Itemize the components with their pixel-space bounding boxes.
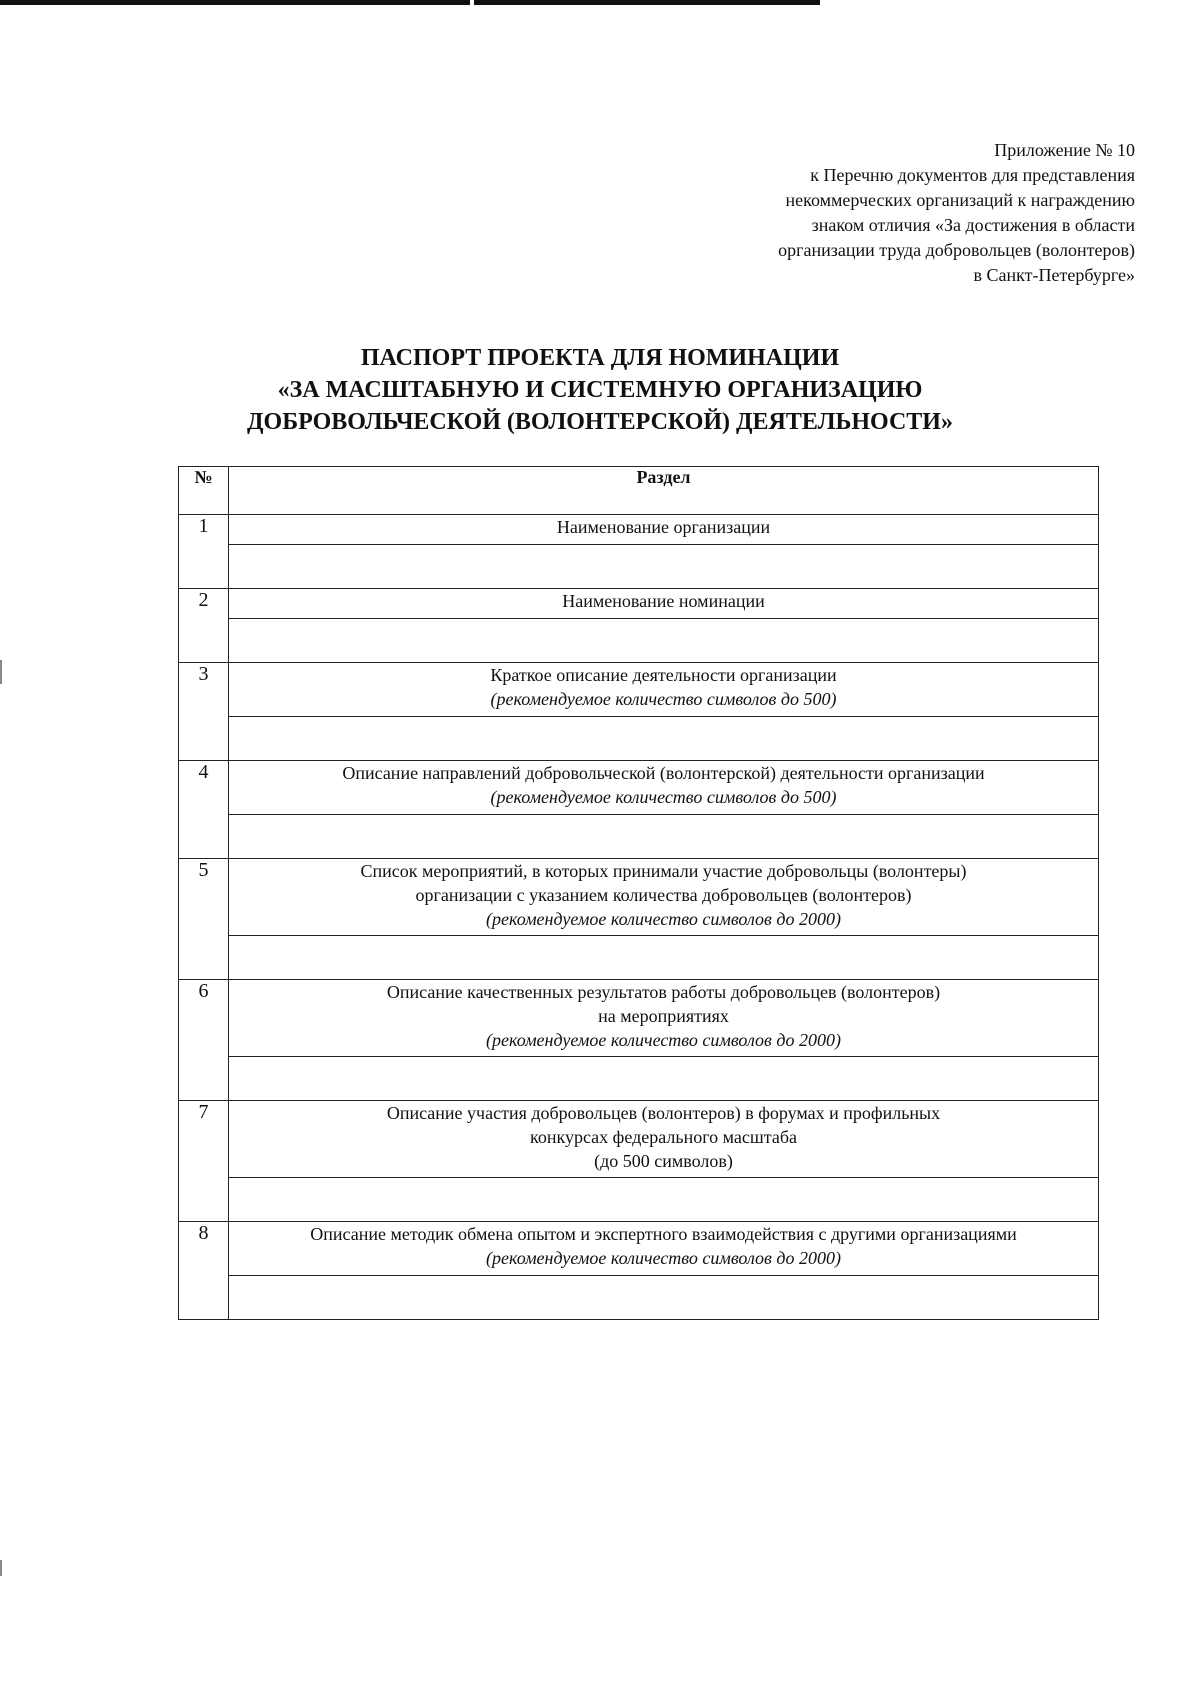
answer-cell[interactable] (229, 545, 1099, 589)
table-header-row (179, 467, 1099, 515)
section-label (229, 1101, 1099, 1178)
answer-row (179, 717, 1099, 761)
section-label-line: Описание участия добровольцев (волонтеров) в форумах и профильных (386, 1103, 941, 1123)
section-label-line: на мероприятиях (598, 1006, 729, 1026)
answer-cell[interactable] (229, 936, 1099, 980)
appendix-line: в Санкт-Петербурге» (973, 265, 1135, 285)
section-label-line: Описание качественных результатов работы добровольцев (волонтеров) (386, 982, 941, 1002)
section-label-line: Описание методик обмена опытом и экспертного взаимодействия с другими организациями (310, 1224, 1017, 1244)
title-line: ПАСПОРТ ПРОЕКТА ДЛЯ НОМИНАЦИИ (360, 345, 840, 371)
section-label (229, 980, 1099, 1057)
answer-cell[interactable] (229, 1057, 1099, 1101)
answer-row (179, 1178, 1099, 1222)
answer-row (179, 936, 1099, 980)
row-number: 4 (179, 761, 229, 859)
table-row (179, 761, 1099, 815)
passport-table (178, 466, 1099, 1320)
section-label-line: Наименование номинации (562, 591, 765, 611)
appendix-line: к Перечню документов для представления (810, 165, 1135, 185)
row-number: 3 (179, 663, 229, 761)
row-number: 2 (179, 589, 229, 663)
section-label-line: Наименование организации (556, 517, 771, 537)
section-label (229, 515, 1099, 545)
title-line: «ЗА МАСШТАБНУЮ И СИСТЕМНУЮ ОРГАНИЗАЦИЮ (277, 377, 923, 403)
answer-cell[interactable] (229, 619, 1099, 663)
row-number: 1 (179, 515, 229, 589)
answer-row (179, 545, 1099, 589)
answer-row (179, 1057, 1099, 1101)
row-number: 7 (179, 1101, 229, 1222)
row-number: 6 (179, 980, 229, 1101)
section-label-line: Список мероприятий, в которых принимали участие добровольцы (волонтеры) (360, 861, 967, 881)
section-hint: (рекомендуемое количество символов до 2000) (486, 909, 841, 929)
section-label-line: (до 500 символов) (594, 1151, 733, 1171)
section-label (229, 663, 1099, 717)
table-row (179, 1222, 1099, 1276)
answer-cell[interactable] (229, 1178, 1099, 1222)
table-row (179, 589, 1099, 619)
section-label (229, 1222, 1099, 1276)
answer-cell[interactable] (229, 717, 1099, 761)
section-label (229, 859, 1099, 936)
top-scan-rule (0, 0, 820, 5)
answer-row (179, 619, 1099, 663)
header-section: Раздел (229, 467, 1099, 515)
answer-row (179, 815, 1099, 859)
section-label-line: Краткое описание деятельности организации (490, 665, 837, 685)
document-title (150, 342, 1050, 438)
section-label (229, 761, 1099, 815)
header-number: № (179, 467, 229, 515)
row-number: 8 (179, 1222, 229, 1320)
answer-cell[interactable] (229, 1276, 1099, 1320)
section-hint: (рекомендуемое количество символов до 2000) (486, 1248, 841, 1268)
scan-edge-mark (0, 1560, 2, 1576)
section-hint: (рекомендуемое количество символов до 500) (490, 787, 837, 807)
table-row (179, 859, 1099, 936)
appendix-line: некоммерческих организаций к награждению (785, 190, 1135, 210)
appendix-line: Приложение № 10 (994, 140, 1135, 160)
table-row (179, 980, 1099, 1057)
title-line: ДОБРОВОЛЬЧЕСКОЙ (ВОЛОНТЕРСКОЙ) ДЕЯТЕЛЬНОСТИ» (247, 409, 953, 435)
answer-cell[interactable] (229, 815, 1099, 859)
table-row (179, 515, 1099, 545)
section-hint: (рекомендуемое количество символов до 2000) (486, 1030, 841, 1050)
section-label-line: конкурсах федерального масштаба (530, 1127, 797, 1147)
appendix-note (575, 138, 1135, 288)
table-row (179, 1101, 1099, 1178)
section-label-line: организации с указанием количества добровольцев (волонтеров) (415, 885, 912, 905)
table-row (179, 663, 1099, 717)
section-label (229, 589, 1099, 619)
section-hint: (рекомендуемое количество символов до 500) (490, 689, 837, 709)
answer-row (179, 1276, 1099, 1320)
row-number: 5 (179, 859, 229, 980)
appendix-line: организации труда добровольцев (волонтеров) (778, 240, 1135, 260)
scan-edge-mark (0, 660, 2, 684)
appendix-line: знаком отличия «За достижения в области (811, 215, 1135, 235)
section-label-line: Описание направлений добровольческой (волонтерской) деятельности организации (342, 763, 985, 783)
top-scan-rule-gap (470, 0, 474, 5)
